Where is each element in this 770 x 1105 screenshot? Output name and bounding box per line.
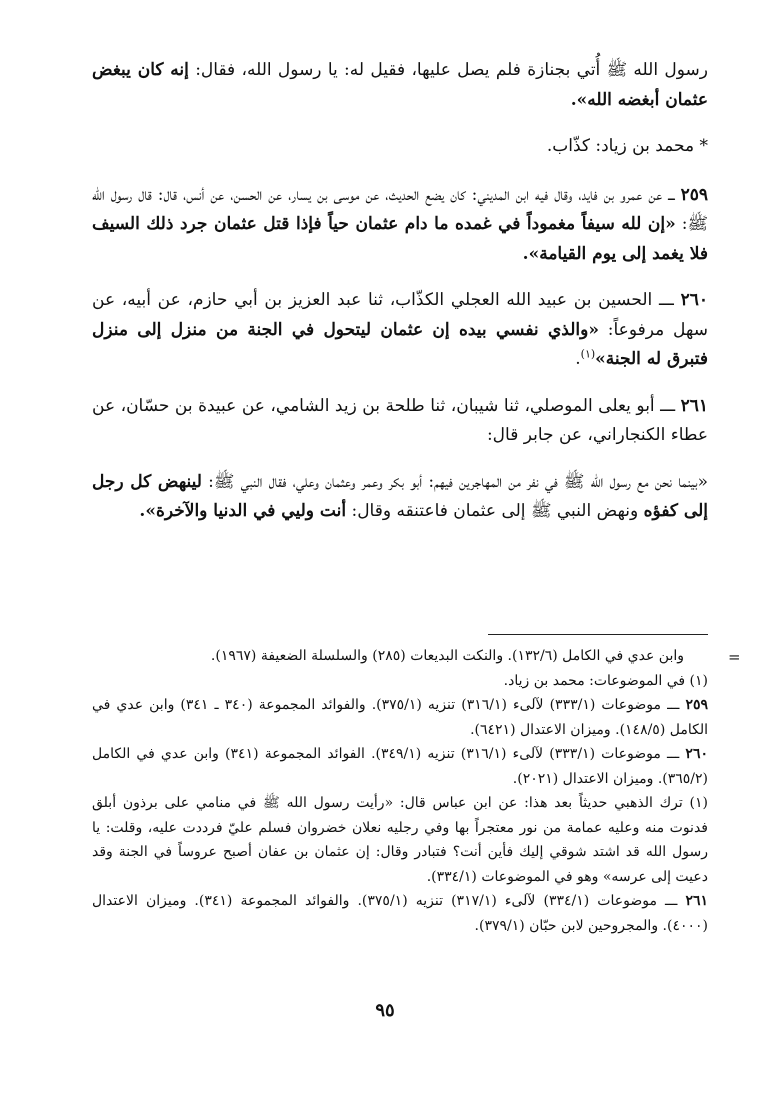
separator-line xyxy=(488,634,708,635)
paragraph-text: رسول الله ﷺ أُتي بجنازة فلم يصل عليها، فقيل له: يا رسول الله، فقال: xyxy=(188,60,708,80)
footnote-text: ـــ موضوعات (٣٣٤/١) لآلىء (٣١٧/١) تنزيه (٣٧٥/١). والفوائد المجموعة (٣٤١). وميزان الاعتدال (٤٠٠٠). والمجروحين لابن حبّان (٣٧٩/١). xyxy=(92,893,708,934)
hadith-text: «بينما نحن مع رسول الله ﷺ في نفر من المهاجرين فيهم: أبو بكر وعمر وعثمان وعلي، فقال النبي ﷺ: xyxy=(202,471,709,492)
hadith-bold: أنت وليي في الدنيا والآخرة». xyxy=(139,501,347,521)
hadith-number: ٢٦١ xyxy=(680,395,708,416)
hadith-260 xyxy=(92,286,708,375)
footnote-text: ـــ موضوعات (٣٣٣/١) لآلىء (٣١٦/١) تنزيه (٣٤٩/١). الفوائد المجموعة (٣٤١) وابن عدي في الكامل (٣٦٥/٢). وميزان الاعتدال (٢٠٢١). xyxy=(92,746,708,787)
page-number: ٩٥ xyxy=(375,1000,395,1021)
footnote-number: ٢٦١ xyxy=(685,893,708,909)
period: . xyxy=(575,349,581,369)
hadith-bold: لينهض كل رجل إلى كفؤه xyxy=(92,471,708,521)
footnote-text: (١) ترك الذهبي حديثاً بعد هذا: عن ابن عباس قال: «رأيت رسول الله ﷺ في منامي على برذون أبلق فدنوت منه وعليه عمامة من نور معتجراً بها وفي رجليه نعلان خضروان فسلم عليّ فرددت عليه، وقلت: يا رسول الله قد اشتد شوقي إليك فأين أنت؟ فتبادر وقال: إن عثمان بن عفان أصبح عروساً في الجنة وقد دعيت إلى عرسه» وهو في الموضوعات (٣٣٤/١). xyxy=(92,795,708,885)
footnote-text: (١) في الموضوعات: محمد بن زياد. xyxy=(503,672,708,689)
paragraph-continuation xyxy=(92,56,708,115)
hadith-chain: ـــ أبو يعلى الموصلي، ثنا شيبان، ثنا طلحة بن زيد الشامي، عن عبيدة بن حسّان، عن عطاء الكنجاراني، عن جابر قال: xyxy=(92,395,708,445)
hadith-text: ونهض النبي ﷺ إلى عثمان فاعتنقه وقال: xyxy=(346,501,644,521)
narrator-note: * محمد بن زياد: كذّاب. xyxy=(546,136,708,156)
footnote-259 xyxy=(92,693,708,742)
bold-quote: إنه كان يبغض عثمان أبغضه الله». xyxy=(92,60,708,110)
footnote-number: ٢٦٠ xyxy=(685,746,708,762)
hadith-259 xyxy=(92,181,708,270)
hadith-matn: «والذي نفسي بيده إن عثمان ليتحول في الجنة من منزل إلى منزل فتبرق له الجنة» xyxy=(92,319,708,369)
footnote-continued xyxy=(92,644,708,669)
hadith-chain: ـــ عن عمرو بن فايد، وقال فيه ابن المديني: كان يضع الحديث، عن موسى بن يسار، عن الحسن، عن أنس، قال: قال رسول الله ﷺ: xyxy=(92,184,708,234)
footnote-261 xyxy=(92,889,708,938)
footnote-text: وابن عدي في الكامل (١٣٢/٦). والنكت البديعات (٢٨٥) والسلسلة الضعيفة (١٩٦٧). xyxy=(210,648,684,664)
continuation-marker: = xyxy=(728,648,741,666)
hadith-number: ٢٥٩ xyxy=(680,184,708,205)
footnote-1 xyxy=(92,669,708,694)
footnotes xyxy=(92,644,708,938)
footnote-separator xyxy=(92,634,708,636)
footnote-260 xyxy=(92,742,708,791)
footnote-number: ٢٥٩ xyxy=(685,697,708,713)
footnote-1b xyxy=(92,791,708,889)
footnote-ref[interactable]: (١) xyxy=(580,347,596,361)
main-text xyxy=(92,56,708,544)
hadith-matn: «إن لله سيفاً مغموداً في غمده ما دام عثمان حياً فإذا قتل عثمان جرد ذلك السيف فلا يغمد إلى يوم القيامة». xyxy=(92,214,708,264)
footnote-text: ـــ موضوعات (٣٣٣/١) لآلىء (٣١٦/١) تنزيه (٣٧٥/١). والفوائد المجموعة (٣٤٠ ـ ٣٤١) وابن عدي في الكامل (١٤٨/٥). وميزان الاعتدال (٦٤٢١). xyxy=(92,697,708,738)
hadith-261 xyxy=(92,392,708,451)
hadith-chain: ـــ الحسين بن عبيد الله العجلي الكذّاب، ثنا عبد العزيز بن أبي حازم، عن أبيه، عن سهل مرفوعاً: xyxy=(92,290,708,340)
hadith-261-matn xyxy=(92,468,708,527)
hadith-number: ٢٦٠ xyxy=(680,290,708,310)
